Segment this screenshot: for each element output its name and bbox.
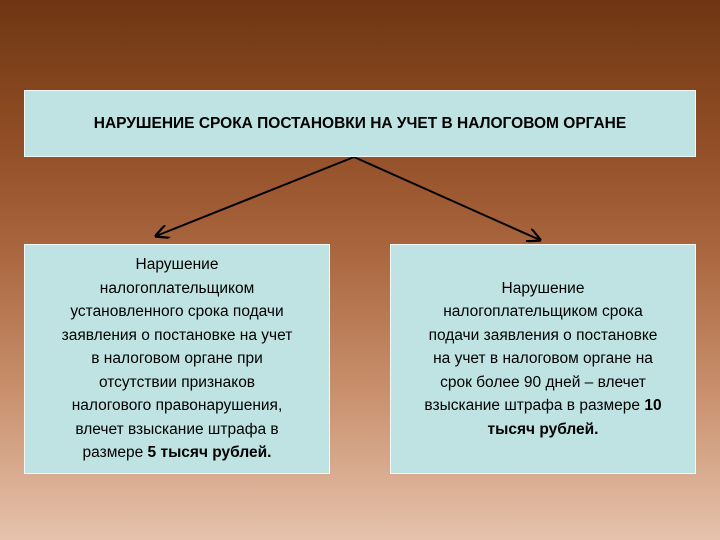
- left-line-9: [35, 441, 319, 465]
- arrow-right: [354, 157, 540, 240]
- right-line-6: [401, 394, 685, 418]
- right-line-6-prefix: взыскание штрафа в размере: [424, 397, 645, 415]
- left-fine-amount: 5 тысяч рублей.: [147, 444, 272, 462]
- title-text: НАРУШЕНИЕ СРОКА ПОСТАНОВКИ НА УЧЕТ В НАЛОГОВОМ ОРГАНЕ: [93, 114, 627, 132]
- arrow-left: [156, 157, 354, 236]
- right-line-2: налогоплательщиком срока: [443, 303, 643, 321]
- right-fine-unit: тысяч рублей.: [487, 420, 599, 438]
- left-line-7: налогового правонарушения,: [71, 397, 283, 415]
- left-line-3: установленного срока подачи: [70, 303, 284, 321]
- right-line-4: на учет в налоговом органе на: [433, 350, 653, 368]
- left-line-4: заявления о постановке на учет: [61, 326, 293, 344]
- right-line-1: Нарушение: [501, 279, 585, 297]
- left-line-5: в налоговом органе при: [91, 350, 263, 368]
- right-fine-number: 10: [644, 397, 662, 415]
- right-line-7: [401, 418, 685, 442]
- left-line-6: отсутствии признаков: [98, 373, 256, 391]
- right-detail-text: [401, 277, 685, 442]
- left-line-1: Нарушение: [135, 256, 219, 274]
- left-detail-box: [24, 244, 330, 474]
- right-line-5: срок более 90 дней – влечет: [440, 373, 646, 391]
- left-line-9-prefix: размере: [82, 444, 148, 462]
- left-detail-text: [35, 253, 319, 465]
- title-box: [24, 90, 696, 157]
- right-line-3: подачи заявления о постановке: [428, 326, 658, 344]
- right-detail-box: [390, 244, 696, 474]
- left-line-2: налогоплательщиком: [99, 279, 255, 297]
- left-line-8: влечет взыскание штрафа в: [75, 420, 279, 438]
